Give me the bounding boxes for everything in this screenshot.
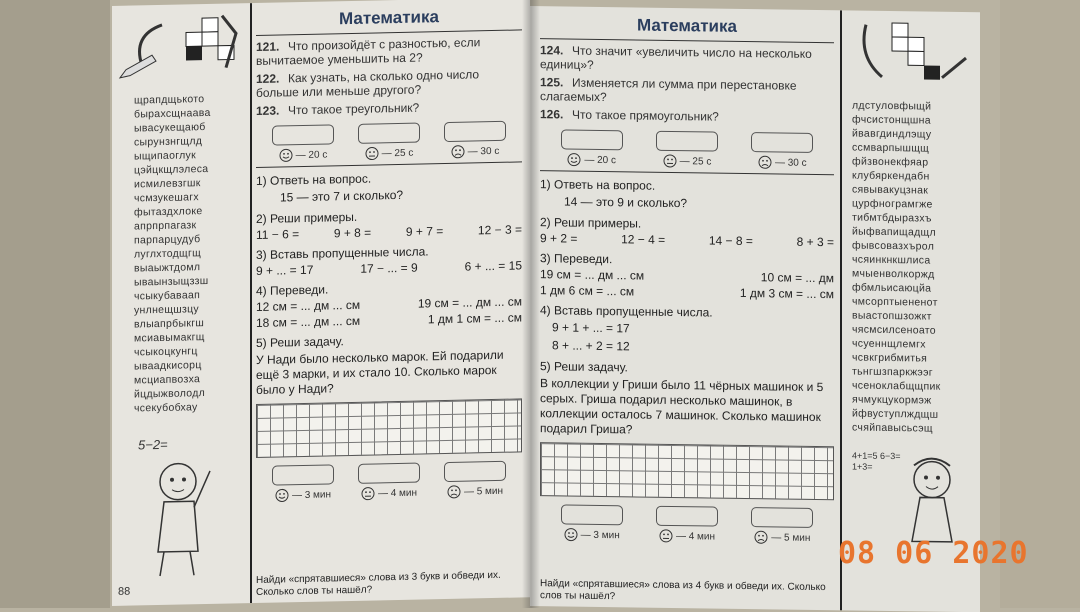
letter-row: ывасукещаюб bbox=[134, 121, 206, 135]
page-footer: Найди «спрятавшиеся» слова из 3 букв и обведи их. Сколько слов ты нашёл? bbox=[256, 569, 501, 598]
letter-row: счяйпавысьсэщ bbox=[852, 421, 933, 435]
divider bbox=[256, 161, 522, 168]
pencil-icon bbox=[118, 51, 158, 82]
letter-row: сырунзнгщлд bbox=[134, 135, 203, 149]
answer-box[interactable] bbox=[272, 124, 334, 145]
left-page bbox=[112, 0, 530, 606]
table-surface-left bbox=[0, 0, 110, 608]
task2-heading: 2) Реши примеры. bbox=[540, 215, 642, 231]
letter-row: фйзвонекфяар bbox=[852, 155, 929, 169]
letter-row: луглхтодщгщ bbox=[134, 247, 202, 261]
task3-row: 1 дм 6 см = ... см 1 дм 3 см = ... см bbox=[540, 283, 834, 302]
letter-row: мчыенволкоржд bbox=[852, 267, 935, 281]
task5-text: У Нади было несколько марок. Ей подарили ещё 3 марки, и их стало 10. Сколько марок было у Нади? bbox=[256, 347, 504, 397]
letter-row: мсиавымакгщ bbox=[134, 331, 205, 345]
letter-row: йыфвапищадщл bbox=[852, 225, 936, 239]
smiley-happy-icon bbox=[567, 153, 581, 167]
letter-row: лдстуловфыщй bbox=[852, 99, 932, 113]
smiley-neutral-icon bbox=[659, 529, 673, 543]
doodle-text: 5−2= bbox=[138, 436, 168, 453]
timer-neutral: — 25 с bbox=[639, 131, 734, 169]
page-number: 88 bbox=[118, 585, 131, 598]
letter-row: цурфнограмгже bbox=[852, 197, 933, 211]
letter-row: фбмльисаюцйа bbox=[852, 281, 932, 295]
letter-row: чсеноклабщщпик bbox=[852, 379, 941, 393]
letter-row: чсяинкнкшлиса bbox=[852, 253, 931, 267]
question-item: 123. Что такое треугольник? bbox=[256, 100, 420, 118]
letter-row: йвавгдиндлэщу bbox=[852, 127, 932, 141]
letter-row: мсциапвозха bbox=[134, 373, 201, 387]
letter-row: выастопшзожкт bbox=[852, 309, 932, 323]
letter-row: чмсорптыененот bbox=[852, 295, 938, 309]
question-item: 121. Что произойдёт с разностью, если вычитаемое уменьшить на 2? bbox=[256, 35, 481, 68]
task1-text: 15 — это 7 и сколько? bbox=[280, 187, 404, 205]
answer-box[interactable] bbox=[751, 132, 813, 153]
smiley-sad-icon bbox=[754, 530, 768, 544]
cube-logo-icon bbox=[852, 16, 972, 88]
answer-box[interactable] bbox=[444, 461, 506, 482]
letter-row: выаыжтдомл bbox=[134, 261, 201, 275]
task1-text: 14 — это 9 и сколько? bbox=[564, 194, 688, 211]
task3-examples: 9 + ... = 17 17 − ... = 9 6 + ... = 15 bbox=[256, 258, 522, 278]
page-footer: Найди «спрятавшиеся» слова из 4 букв и обведи их. Сколько слов ты нашёл? bbox=[540, 578, 826, 603]
letter-row: йцдыжволодл bbox=[134, 387, 206, 401]
letter-row: чясмсилсеноато bbox=[852, 323, 936, 337]
letter-row: бырахсщнаава bbox=[134, 106, 211, 121]
smiley-happy-icon bbox=[564, 527, 578, 541]
timer-sad: — 30 с bbox=[432, 120, 518, 159]
smiley-sad-icon bbox=[758, 155, 772, 169]
timer-sad: — 5 мин bbox=[735, 507, 830, 545]
answer-box[interactable] bbox=[656, 131, 718, 152]
letter-row: чсуеннщлемгх bbox=[852, 337, 926, 351]
letter-row: ыщипаоглук bbox=[134, 149, 196, 163]
letter-row: фчсистонщшна bbox=[852, 113, 931, 127]
smiley-sad-icon bbox=[447, 485, 461, 499]
task5-heading: 5) Реши задачу. bbox=[540, 359, 628, 375]
right-page bbox=[530, 6, 980, 612]
task4-row: 18 см = ... дм ... см 1 дм 1 см = ... см bbox=[256, 310, 522, 330]
task4-heading: 4) Переведи. bbox=[256, 282, 329, 298]
timer-row bbox=[544, 129, 830, 170]
letter-grid bbox=[852, 98, 941, 435]
letter-row: клубяркендабн bbox=[852, 169, 930, 183]
answer-grid[interactable] bbox=[540, 442, 834, 500]
letter-row: цэйцкщлэлеса bbox=[134, 162, 209, 177]
timer-row bbox=[260, 120, 518, 162]
letter-grid bbox=[134, 92, 211, 416]
timer-neutral: — 4 мин bbox=[639, 506, 734, 544]
answer-box[interactable] bbox=[561, 504, 623, 525]
letter-row: ячмукцукормэж bbox=[852, 393, 932, 407]
right-content bbox=[540, 6, 834, 610]
left-sidebar bbox=[112, 3, 252, 606]
page-title: Математика bbox=[339, 7, 439, 29]
letter-row: исмилевзгшк bbox=[134, 177, 201, 191]
letter-row: фытаздхлоке bbox=[134, 205, 203, 219]
task4-heading: 4) Вставь пропущенные числа. bbox=[540, 303, 713, 320]
left-content bbox=[256, 0, 522, 603]
letter-row: апрпрпагазк bbox=[134, 219, 197, 233]
task5-heading: 5) Реши задачу. bbox=[256, 334, 344, 350]
letter-row: чсекубобхау bbox=[134, 401, 198, 415]
smiley-neutral-icon bbox=[663, 154, 677, 168]
letter-row: ссмварпышщщ bbox=[852, 141, 930, 155]
letter-row: тьнгшзпаркжээг bbox=[852, 365, 933, 379]
task2-heading: 2) Реши примеры. bbox=[256, 209, 358, 226]
boy-doodle bbox=[138, 436, 228, 588]
date-stamp: 08 06 2020 bbox=[838, 536, 1029, 571]
timer-sad: — 5 мин bbox=[432, 460, 518, 499]
letter-row: сявывакуцзнак bbox=[852, 183, 929, 197]
timer-happy: — 3 мин bbox=[260, 464, 346, 503]
timer-sad: — 30 с bbox=[735, 132, 830, 170]
letter-row: ываадкисорц bbox=[134, 359, 202, 373]
divider bbox=[540, 38, 834, 43]
task2-examples: 11 − 6 = 9 + 8 = 9 + 7 = 12 − 3 = bbox=[256, 222, 522, 242]
question-item: 125. Изменяется ли сумма при перестановке слагаемых? bbox=[540, 75, 797, 105]
task4-example: 8 + ... + 2 = 12 bbox=[552, 338, 630, 354]
table-surface-right bbox=[1000, 0, 1080, 608]
letter-row: чсвкгрибмитья bbox=[852, 351, 928, 365]
timer-happy: — 20 с bbox=[260, 124, 346, 163]
page-title: Математика bbox=[637, 15, 737, 36]
task1-heading: 1) Ответь на вопрос. bbox=[256, 171, 372, 188]
timer-neutral: — 4 мин bbox=[346, 462, 432, 501]
book-spine bbox=[522, 0, 540, 608]
answer-box[interactable] bbox=[656, 506, 718, 527]
smiley-neutral-icon bbox=[361, 486, 375, 500]
smiley-happy-icon bbox=[279, 148, 293, 162]
task4-row: 12 см = ... дм ... см 19 см = ... дм ... см bbox=[256, 294, 522, 314]
question-item: 122. Как узнать, на сколько одно число больше или меньше другого? bbox=[256, 67, 480, 100]
letter-row: чсыкоцкунгц bbox=[134, 345, 198, 359]
smiley-sad-icon bbox=[451, 145, 465, 159]
timer-row-bottom bbox=[260, 460, 518, 502]
question-item: 126. Что такое прямоугольник? bbox=[540, 107, 719, 124]
answer-box[interactable] bbox=[358, 463, 420, 484]
task2-examples: 9 + 2 = 12 − 4 = 14 − 8 = 8 + 3 = bbox=[540, 231, 834, 250]
task3-heading: 3) Переведи. bbox=[540, 251, 613, 267]
letter-row: чсыкубаваап bbox=[134, 289, 201, 303]
task4-example: 9 + 1 + ... = 17 bbox=[552, 320, 630, 336]
letter-row: унлнещшзцу bbox=[134, 303, 199, 317]
answer-box[interactable] bbox=[444, 121, 506, 142]
letter-row: тибмтбдыразхъ bbox=[852, 211, 932, 225]
divider bbox=[540, 170, 834, 175]
letter-row: чсмзукешагх bbox=[134, 191, 199, 205]
letter-row: фывсовазхърол bbox=[852, 239, 935, 253]
letter-row: щрапдщькото bbox=[134, 93, 205, 107]
smiley-happy-icon bbox=[275, 488, 289, 502]
task3-row: 19 см = ... дм ... см 10 см = ... дм bbox=[540, 267, 834, 286]
timer-happy: — 3 мин bbox=[544, 504, 639, 542]
letter-row: парпарцудуб bbox=[134, 233, 201, 247]
timer-happy: — 20 с bbox=[544, 129, 639, 167]
task3-heading: 3) Вставь пропущенные числа. bbox=[256, 244, 429, 262]
letter-row: влыапрбыкгш bbox=[134, 317, 205, 331]
answer-box[interactable] bbox=[751, 507, 813, 528]
smiley-neutral-icon bbox=[365, 146, 379, 160]
question-item: 124. Что значит «увеличить число на несколько единиц»? bbox=[540, 43, 812, 72]
task1-heading: 1) Ответь на вопрос. bbox=[540, 177, 656, 193]
answer-grid[interactable] bbox=[256, 398, 522, 458]
letter-row: йфвуступлждщш bbox=[852, 407, 939, 421]
task5-text: В коллекции у Гриши было 11 чёрных машинок и 5 серых. Гриша подарил несколько машинок, в коллекции осталось 7 машинок. Сколько машинок подарил Гриша? bbox=[540, 376, 824, 437]
answer-box[interactable] bbox=[358, 123, 420, 144]
doodle-text: 4+1=5 6−3= 1+3= bbox=[852, 450, 901, 472]
answer-box[interactable] bbox=[272, 464, 334, 485]
right-sidebar bbox=[840, 10, 980, 612]
timer-row-bottom bbox=[544, 504, 830, 545]
timer-neutral: — 25 с bbox=[346, 122, 432, 161]
answer-box[interactable] bbox=[561, 129, 623, 150]
letter-row: ываынзыщззш bbox=[134, 274, 209, 289]
boy-illustration-icon bbox=[138, 451, 228, 583]
